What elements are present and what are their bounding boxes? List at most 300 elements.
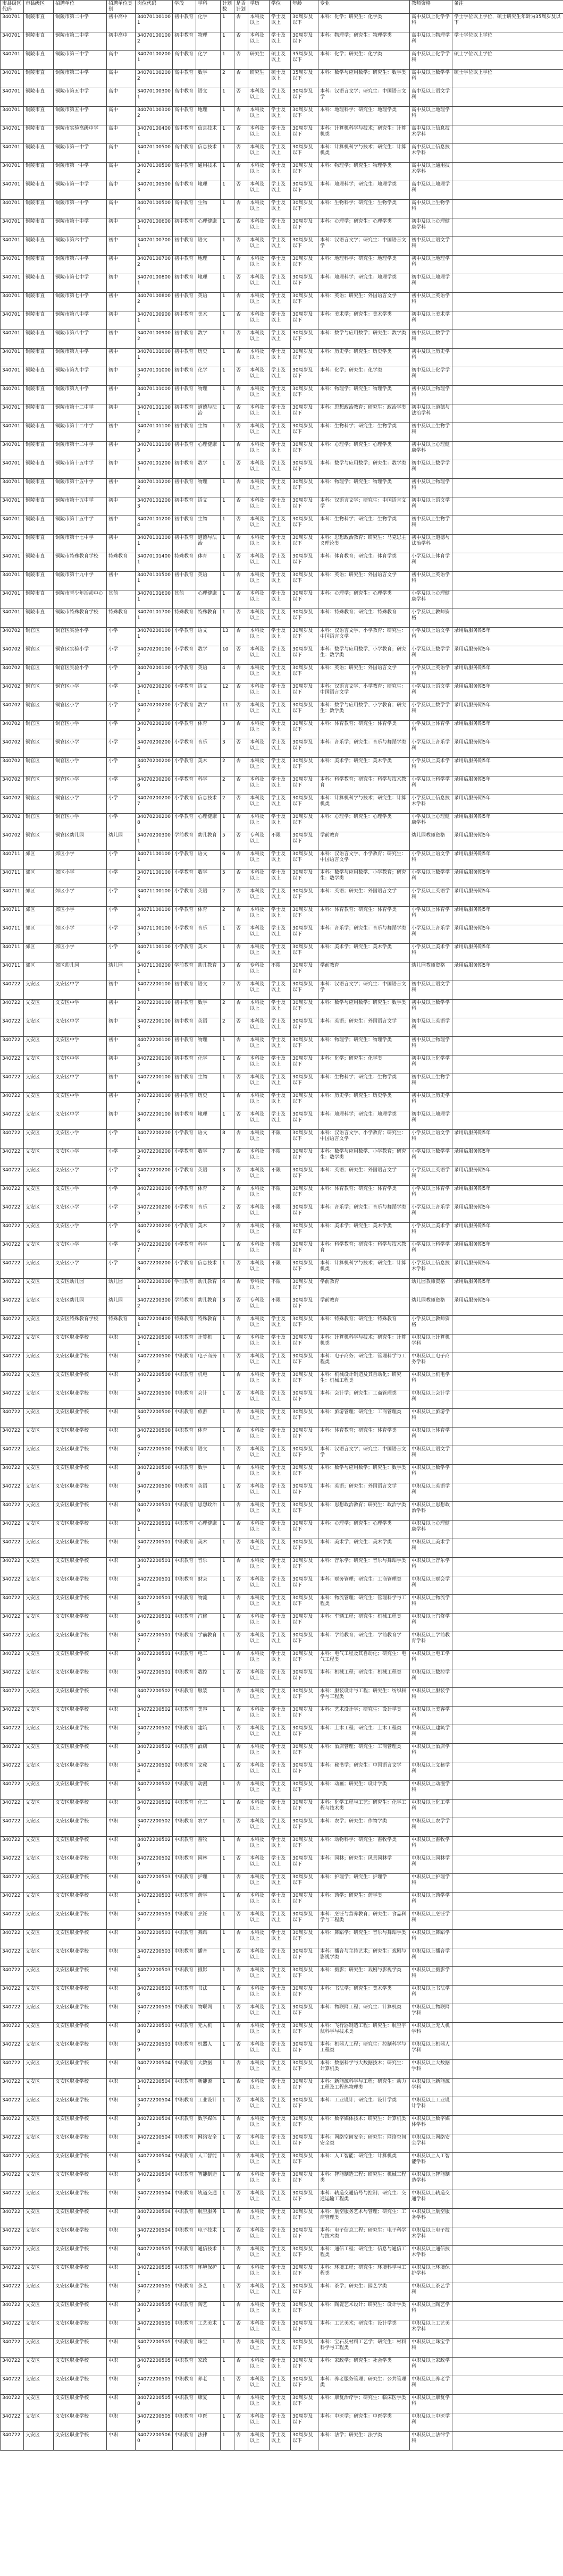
- table-cell: 30周岁及以下: [291, 1725, 318, 1744]
- table-cell: 3: [221, 721, 234, 739]
- table-cell: 初中教育: [173, 516, 196, 535]
- table-cell: 本科及以上: [248, 1911, 270, 1930]
- table-cell: 本科：心理学；研究生：心理学类: [318, 218, 410, 237]
- table-cell: 340722: [1, 2209, 24, 2227]
- table-cell: 340722: [1, 2432, 24, 2451]
- table-cell: [452, 1111, 563, 1130]
- table-cell: 340722002006: [136, 1223, 173, 1241]
- table-cell: 340701: [1, 479, 24, 497]
- table-cell: 其他: [173, 590, 196, 609]
- table-cell: 1: [221, 2153, 234, 2172]
- table-cell: 幼儿教育: [196, 1279, 221, 1297]
- table-cell: 录用后服务期5年: [452, 1148, 563, 1167]
- table-cell: 初中教育: [173, 274, 196, 293]
- table-cell: 否: [234, 1353, 248, 1372]
- table-cell: 否: [234, 1762, 248, 1781]
- table-cell: 否: [234, 442, 248, 460]
- table-row: [1, 442, 563, 460]
- table-cell: 小学及以上英语学科: [410, 665, 452, 683]
- table-cell: 340722005045: [136, 2153, 173, 2172]
- table-cell: 本科：艺术设计学；研究生：设计学类: [318, 1707, 410, 1725]
- table-row: [1, 2190, 563, 2209]
- table-cell: 语文: [196, 1130, 221, 1148]
- table-cell: 否: [234, 1874, 248, 1893]
- table-row: [1, 14, 563, 32]
- table-cell: 340701004001: [136, 125, 173, 144]
- table-cell: 特殊教育: [107, 609, 136, 628]
- table-cell: 30周岁及以下: [291, 1093, 318, 1111]
- table-cell: 地理: [196, 274, 221, 293]
- table-cell: 1: [221, 1502, 234, 1521]
- table-cell: 本科及以上: [248, 1930, 270, 1948]
- table-cell: 初中: [107, 535, 136, 553]
- table-cell: [452, 2004, 563, 2023]
- table-cell: 幼儿园: [107, 1297, 136, 1316]
- table-row: [1, 460, 563, 479]
- table-cell: 中职: [107, 2283, 136, 2302]
- table-cell: 中职及以上数字媒体学科: [410, 2116, 452, 2134]
- table-cell: [452, 1446, 563, 1465]
- table-cell: 4: [221, 665, 234, 683]
- table-cell: 服装: [196, 1688, 221, 1707]
- table-cell: 30周岁及以下: [291, 1186, 318, 1204]
- table-row: [1, 1409, 563, 1428]
- table-cell: 学士及以上: [270, 163, 291, 181]
- table-row: [1, 646, 563, 665]
- table-cell: 小学及以上心理健康学科: [410, 590, 452, 609]
- table-cell: 否: [234, 925, 248, 944]
- table-cell: 本科：播音与主持艺术；研究生：戏剧与影视学类: [318, 1948, 410, 1967]
- table-cell: 初中: [107, 981, 136, 1000]
- table-cell: 铜陵市第七中学: [54, 274, 107, 293]
- table-cell: 340701011002: [136, 423, 173, 442]
- table-cell: 本科及以上: [248, 2060, 270, 2079]
- table-cell: 本科：计算机科学与技术；研究生：计算机类: [318, 1260, 410, 1279]
- table-cell: 小学教育: [173, 944, 196, 962]
- table-cell: 语文: [196, 683, 221, 702]
- table-cell: 铜陵市第一中学: [54, 181, 107, 200]
- table-cell: 郊区小学: [54, 944, 107, 962]
- table-cell: 30周岁及以下: [291, 1800, 318, 1818]
- table-cell: 本科及以上: [248, 1614, 270, 1632]
- table-cell: 本科及以上: [248, 1483, 270, 1502]
- table-cell: 学士及以上: [270, 758, 291, 776]
- table-cell: 小学: [107, 869, 136, 888]
- table-cell: 铜陵市直: [24, 125, 54, 144]
- table-cell: 学士及以上: [270, 2320, 291, 2339]
- table-cell: 1: [221, 1669, 234, 1688]
- table-cell: 30周岁及以下: [291, 1000, 318, 1018]
- table-cell: 1: [221, 2227, 234, 2246]
- table-cell: 义安区职业学校: [54, 1781, 107, 1800]
- table-cell: 否: [234, 1632, 248, 1651]
- table-row: [1, 1316, 563, 1335]
- table-cell: 计算机: [196, 1335, 221, 1353]
- table-cell: 1: [221, 460, 234, 479]
- table-cell: 340722: [1, 2004, 24, 2023]
- table-cell: 30周岁及以下: [291, 628, 318, 646]
- table-cell: 340722005055: [136, 2339, 173, 2358]
- table-cell: 30周岁及以下: [291, 1316, 318, 1335]
- table-cell: 340722005023: [136, 1744, 173, 1762]
- table-cell: 学士及以上: [270, 1018, 291, 1037]
- table-cell: 本科：网络空间安全；研究生：网络空间安全类: [318, 2134, 410, 2153]
- table-cell: 340722: [1, 1279, 24, 1297]
- table-cell: 30周岁及以下: [291, 1614, 318, 1632]
- table-cell: 数字媒体: [196, 2116, 221, 2134]
- table-cell: 初中: [107, 1018, 136, 1037]
- table-cell: 本科：通信工程；研究生：信息与通信工程类: [318, 2246, 410, 2265]
- table-cell: 义安区职业学校: [54, 1353, 107, 1372]
- table-cell: 信息技术: [196, 125, 221, 144]
- table-cell: 中职: [107, 1669, 136, 1688]
- table-cell: 中职: [107, 2209, 136, 2227]
- table-cell: 学士及以上: [270, 311, 291, 330]
- table-cell: 1: [221, 32, 234, 51]
- table-cell: 340722: [1, 1930, 24, 1948]
- table-cell: 本科：车辆工程；研究生：机械工程类: [318, 1614, 410, 1632]
- table-cell: 3: [221, 962, 234, 981]
- table-cell: [452, 274, 563, 293]
- table-cell: 1: [221, 535, 234, 553]
- table-cell: 中职: [107, 1390, 136, 1409]
- table-cell: 340722: [1, 981, 24, 1000]
- table-cell: 340722001003: [136, 1018, 173, 1037]
- table-cell: 本科及以上: [248, 1111, 270, 1130]
- table-cell: 340722005035: [136, 1967, 173, 1986]
- table-cell: 340701: [1, 404, 24, 423]
- table-cell: 义安区: [24, 2209, 54, 2227]
- table-cell: 义安区: [24, 2283, 54, 2302]
- table-cell: 学士及以上: [270, 2023, 291, 2041]
- table-cell: 铜陵市第十五中学: [54, 479, 107, 497]
- table-cell: 本科：机械设计制造及其自动化；研究生：机械工程类: [318, 1372, 410, 1390]
- table-cell: 1: [221, 2302, 234, 2320]
- table-cell: 初中及以上地理学科: [410, 274, 452, 293]
- table-cell: 郊区: [24, 907, 54, 925]
- table-row: [1, 2227, 563, 2246]
- table-cell: 1: [221, 274, 234, 293]
- table-cell: 否: [234, 776, 248, 795]
- table-cell: 否: [234, 237, 248, 256]
- table-cell: 否: [234, 721, 248, 739]
- table-cell: 本科及以上: [248, 256, 270, 274]
- table-cell: 340722: [1, 2227, 24, 2246]
- table-cell: 中职: [107, 1855, 136, 1874]
- table-cell: 电工: [196, 1651, 221, 1669]
- table-cell: 不限: [270, 1223, 291, 1241]
- table-cell: 幼儿教育: [196, 962, 221, 981]
- table-cell: 义安区: [24, 2376, 54, 2395]
- table-row: [1, 1595, 563, 1614]
- table-cell: 否: [234, 628, 248, 646]
- table-cell: 学士及以上: [270, 1037, 291, 1055]
- table-cell: 铜陵市第八中学: [54, 330, 107, 349]
- table-cell: 340722: [1, 1390, 24, 1409]
- table-cell: 否: [234, 2134, 248, 2153]
- table-cell: 初中: [107, 479, 136, 497]
- table-cell: 本科：会计学；研究生：工商管理类: [318, 1390, 410, 1409]
- table-cell: 录用后服务期5年: [452, 795, 563, 814]
- table-cell: 340722: [1, 1874, 24, 1893]
- table-cell: 义安区职业学校: [54, 1930, 107, 1948]
- table-cell: [452, 1428, 563, 1446]
- table-cell: [452, 1818, 563, 1837]
- table-cell: 铜陵市直: [24, 442, 54, 460]
- table-cell: 中职: [107, 2004, 136, 2023]
- table-cell: 数学: [196, 702, 221, 721]
- table-cell: 初中: [107, 1055, 136, 1074]
- table-cell: 340722: [1, 2246, 24, 2265]
- table-cell: 7: [221, 1148, 234, 1167]
- table-cell: 铜陵市第十二中学: [54, 423, 107, 442]
- table-cell: 高中教育: [173, 144, 196, 163]
- table-cell: 学士及以上: [270, 274, 291, 293]
- table-cell: 学士及以上: [270, 1986, 291, 2004]
- table-cell: 小学教育: [173, 1260, 196, 1279]
- table-cell: 学前教育: [318, 1297, 410, 1316]
- table-cell: 340701010003: [136, 386, 173, 404]
- table-cell: 340722005029: [136, 1855, 173, 1874]
- table-cell: 学士及以上: [270, 572, 291, 590]
- table-cell: 中职教育: [173, 1428, 196, 1446]
- table-cell: [452, 1353, 563, 1372]
- table-cell: 30周岁及以下: [291, 553, 318, 572]
- table-cell: 340722005060: [136, 2432, 173, 2451]
- table-cell: 专科及以上: [248, 962, 270, 981]
- table-cell: 小学教育: [173, 683, 196, 702]
- table-cell: 义安区职业学校: [54, 2302, 107, 2320]
- table-cell: 中职及以上法律学科: [410, 2432, 452, 2451]
- table-cell: 30周岁及以下: [291, 163, 318, 181]
- table-cell: 郊区: [24, 962, 54, 981]
- table-cell: 高中及以上化学学科: [410, 14, 452, 32]
- table-cell: 小学及以上语文学科: [410, 851, 452, 869]
- table-cell: 否: [234, 1223, 248, 1241]
- table-cell: 义安区: [24, 1986, 54, 2004]
- table-cell: 初中及以上数学学科: [410, 1000, 452, 1018]
- table-cell: 340701009001: [136, 311, 173, 330]
- table-cell: 初中及以上语文学科: [410, 237, 452, 256]
- table-cell: [452, 1614, 563, 1632]
- table-cell: 铜官区小学: [54, 721, 107, 739]
- table-cell: 340701012003: [136, 497, 173, 516]
- table-cell: 340701: [1, 163, 24, 181]
- table-cell: 小学教育: [173, 795, 196, 814]
- table-cell: 不限: [270, 1297, 291, 1316]
- table-cell: 340701: [1, 516, 24, 535]
- table-cell: 义安区小学: [54, 1223, 107, 1241]
- table-cell: 中职: [107, 2432, 136, 2451]
- table-cell: 本科：酒店管理；研究生：工商管理类: [318, 1744, 410, 1762]
- table-cell: 1: [221, 2004, 234, 2023]
- table-cell: 铜陵市直: [24, 218, 54, 237]
- table-cell: 义安区: [24, 1874, 54, 1893]
- table-cell: 30周岁及以下: [291, 2283, 318, 2302]
- table-cell: 340722005059: [136, 2413, 173, 2432]
- table-cell: 340722: [1, 1372, 24, 1390]
- table-cell: 播音: [196, 1948, 221, 1967]
- table-cell: 中职教育: [173, 2190, 196, 2209]
- table-cell: 本科：汉语言文学、小学教育；研究生：中国语言文学: [318, 683, 410, 702]
- table-cell: 340722: [1, 1576, 24, 1595]
- table-row: [1, 1930, 563, 1948]
- table-row: [1, 1669, 563, 1688]
- table-cell: 30周岁及以下: [291, 107, 318, 125]
- table-cell: 中职教育: [173, 2339, 196, 2358]
- table-cell: 本科：生物科学；研究生：生物学类: [318, 200, 410, 218]
- table-cell: 340722: [1, 1855, 24, 1874]
- table-cell: 中职教育: [173, 1632, 196, 1651]
- table-cell: 1: [221, 2060, 234, 2079]
- table-cell: 本科及以上: [248, 144, 270, 163]
- table-cell: [452, 2339, 563, 2358]
- table-cell: 学士及以上: [270, 2153, 291, 2172]
- table-cell: 本科：生物科学；研究生：生物学类: [318, 516, 410, 535]
- table-cell: 学士及以上: [270, 1669, 291, 1688]
- table-cell: 硕士学位以上学位: [452, 70, 563, 88]
- table-cell: 340722005057: [136, 2376, 173, 2395]
- table-cell: 本科及以上: [248, 1558, 270, 1576]
- table-cell: 铜陵市第十二中学: [54, 442, 107, 460]
- table-row: [1, 2041, 563, 2060]
- table-cell: 学士及以上: [270, 2358, 291, 2376]
- table-cell: 否: [234, 349, 248, 367]
- table-cell: 历史: [196, 349, 221, 367]
- table-cell: 铜陵市第九中学: [54, 367, 107, 386]
- table-cell: 义安区: [24, 2023, 54, 2041]
- table-cell: 初中及以上物理学科: [410, 479, 452, 497]
- table-cell: 340722005036: [136, 1986, 173, 2004]
- table-cell: 本科及以上: [248, 1372, 270, 1390]
- table-cell: 学士及以上: [270, 107, 291, 125]
- table-row: [1, 423, 563, 442]
- table-cell: 否: [234, 2283, 248, 2302]
- table-cell: 1: [221, 944, 234, 962]
- table-cell: 铜陵市直: [24, 274, 54, 293]
- table-cell: 30周岁及以下: [291, 2265, 318, 2283]
- table-cell: 340702001003: [136, 665, 173, 683]
- table-cell: 本科及以上: [248, 2116, 270, 2134]
- table-cell: 30周岁及以下: [291, 125, 318, 144]
- table-cell: 本科：电子信息工程；研究生：电子科学与技术类: [318, 2227, 410, 2246]
- table-cell: 初中: [107, 1000, 136, 1018]
- table-cell: 5: [221, 869, 234, 888]
- table-cell: 学士及以上: [270, 925, 291, 944]
- table-cell: 铜官区: [24, 832, 54, 851]
- table-row: [1, 1725, 563, 1744]
- table-cell: 340722005022: [136, 1725, 173, 1744]
- table-cell: 特殊教育: [196, 609, 221, 628]
- table-cell: 初中: [107, 497, 136, 516]
- table-cell: 录用后服务期5年: [452, 832, 563, 851]
- table-cell: 铜陵市第十中学: [54, 218, 107, 237]
- table-cell: 不限: [270, 1204, 291, 1223]
- table-cell: 美术: [196, 944, 221, 962]
- table-cell: 30周岁及以下: [291, 460, 318, 479]
- table-cell: 340722005021: [136, 1707, 173, 1725]
- table-cell: 初中教育: [173, 479, 196, 497]
- table-cell: 录用后服务期5年: [452, 1297, 563, 1316]
- table-cell: 中职教育: [173, 1948, 196, 1967]
- table-cell: 340722: [1, 1186, 24, 1204]
- table-cell: 学士及以上: [270, 1483, 291, 1502]
- table-cell: 学士及以上: [270, 1930, 291, 1948]
- table-cell: 本科：英语；研究生：外国语言文学: [318, 293, 410, 311]
- table-cell: 340722005044: [136, 2134, 173, 2153]
- table-cell: 否: [234, 1688, 248, 1707]
- table-cell: 30周岁及以下: [291, 535, 318, 553]
- table-cell: 录用后服务期5年: [452, 851, 563, 869]
- table-cell: 本科：数字媒体技术；研究生：计算机类: [318, 2116, 410, 2134]
- table-cell: 法律: [196, 2432, 221, 2451]
- table-cell: 本科：汉语言文学；研究生：中国语言文学: [318, 497, 410, 516]
- table-cell: 思想政治: [196, 1502, 221, 1521]
- table-cell: 30周岁及以下: [291, 981, 318, 1000]
- table-cell: [452, 2246, 563, 2265]
- table-cell: [452, 2320, 563, 2339]
- table-row: [1, 572, 563, 590]
- table-cell: 1: [221, 516, 234, 535]
- table-cell: 机电: [196, 1372, 221, 1390]
- table-cell: 中职及以上珠宝学科: [410, 2339, 452, 2358]
- table-cell: 义安区职业学校: [54, 1558, 107, 1576]
- table-cell: 340701: [1, 442, 24, 460]
- table-cell: 义安区: [24, 2172, 54, 2190]
- table-cell: 中职: [107, 2097, 136, 2116]
- table-cell: 1: [221, 2376, 234, 2395]
- table-cell: 4: [221, 1279, 234, 1297]
- table-cell: 高中及以上地理学科: [410, 107, 452, 125]
- table-cell: 340722: [1, 2060, 24, 2079]
- table-cell: 不限: [270, 1260, 291, 1279]
- table-cell: [452, 2209, 563, 2227]
- table-cell: 初中高中: [107, 32, 136, 51]
- table-row: [1, 2432, 563, 2451]
- table-cell: 340722005032: [136, 1911, 173, 1930]
- table-cell: [452, 2358, 563, 2376]
- table-cell: 否: [234, 2302, 248, 2320]
- table-cell: 幼儿园: [107, 832, 136, 851]
- table-cell: 体育: [196, 553, 221, 572]
- table-cell: 340722: [1, 1725, 24, 1744]
- table-cell: 高中教育: [173, 181, 196, 200]
- table-cell: 本科：电子商务；研究生：管理科学与工程类: [318, 1353, 410, 1372]
- table-cell: 义安区: [24, 1558, 54, 1576]
- table-cell: 铜官区实验小学: [54, 628, 107, 646]
- table-cell: 义安区: [24, 1521, 54, 1539]
- table-cell: 学士及以上: [270, 553, 291, 572]
- table-cell: 铜陵市直: [24, 144, 54, 163]
- table-cell: 中职: [107, 1372, 136, 1390]
- table-cell: 铜陵市直: [24, 88, 54, 107]
- table-cell: 初中: [107, 1093, 136, 1111]
- table-row: [1, 1874, 563, 1893]
- table-cell: 初中及以上地理学科: [410, 256, 452, 274]
- table-cell: 录用后服务期5年: [452, 1223, 563, 1241]
- table-cell: 铜陵市第六中学: [54, 256, 107, 274]
- table-cell: 340701003002: [136, 107, 173, 125]
- table-cell: 340702: [1, 628, 24, 646]
- table-cell: 中职及以上工艺美术学科: [410, 2320, 452, 2339]
- table-cell: 2: [221, 795, 234, 814]
- table-cell: 否: [234, 2320, 248, 2339]
- table-cell: 学士及以上: [270, 497, 291, 516]
- table-cell: 中职: [107, 2302, 136, 2320]
- table-cell: 340701: [1, 590, 24, 609]
- table-cell: 农学: [196, 1818, 221, 1837]
- table-cell: 学士及以上: [270, 367, 291, 386]
